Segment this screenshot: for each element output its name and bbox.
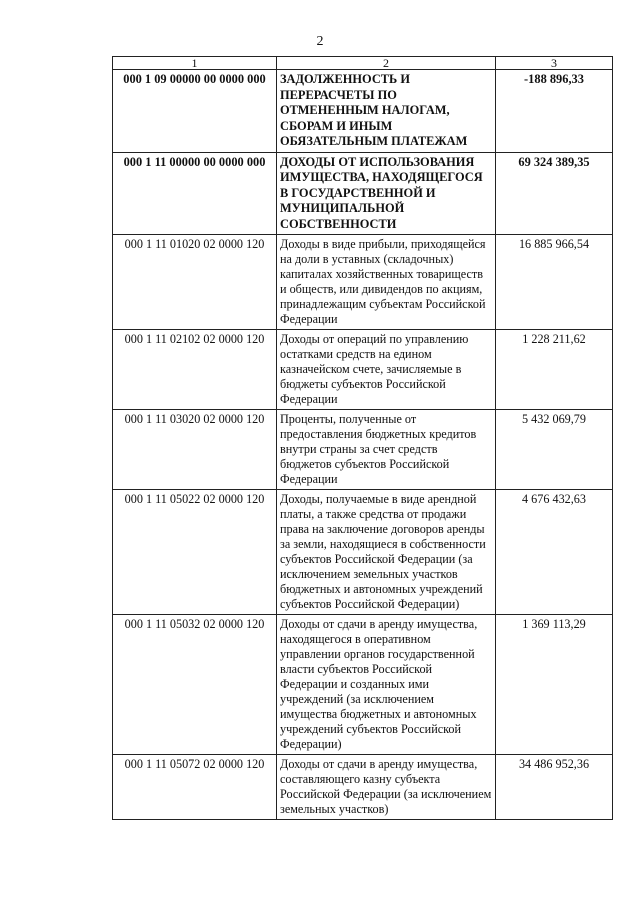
table-row xyxy=(113,235,613,330)
table-body xyxy=(113,70,613,820)
column-header-code: 1 xyxy=(113,57,277,70)
budget-code-cell: 000 1 11 05022 02 0000 120 xyxy=(113,490,277,615)
amount-cell: 5 432 069,79 xyxy=(496,410,613,490)
revenue-name-cell: Доходы от сдачи в аренду имущества, составляющего казну субъекта Российской Федерации (за исключением земельных участков) xyxy=(277,755,496,820)
revenue-name-cell: ДОХОДЫ ОТ ИСПОЛЬЗОВАНИЯ ИМУЩЕСТВА, НАХОДЯЩЕГОСЯ В ГОСУДАРСТВЕННОЙ И МУНИЦИПАЛЬНОЙ СОБСТВЕННОСТИ xyxy=(277,152,496,235)
table-row xyxy=(113,615,613,755)
table-row xyxy=(113,70,613,153)
table-row xyxy=(113,410,613,490)
budget-code-cell: 000 1 11 05032 02 0000 120 xyxy=(113,615,277,755)
budget-code-cell: 000 1 11 01020 02 0000 120 xyxy=(113,235,277,330)
table-row xyxy=(113,755,613,820)
column-header-amount: 3 xyxy=(496,57,613,70)
table-row xyxy=(113,490,613,615)
budget-revenue-table xyxy=(112,56,613,820)
page-number: 2 xyxy=(316,34,324,49)
revenue-name-cell: Доходы от операций по управлению остатками средств на едином казначейском счете, зачисляемые в бюджеты субъектов Российской Федерации xyxy=(277,330,496,410)
budget-code-cell: 000 1 11 00000 00 0000 000 xyxy=(113,152,277,235)
amount-cell: 69 324 389,35 xyxy=(496,152,613,235)
table-row xyxy=(113,330,613,410)
amount-cell: 1 369 113,29 xyxy=(496,615,613,755)
revenue-name-cell: Доходы от сдачи в аренду имущества, находящегося в оперативном управлении органов государственной власти субъектов Российской Федерации и созданных ими учреждений (за исключением имущества бюджетных и автономных учреждений субъектов Российской Федерации) xyxy=(277,615,496,755)
table-header-row xyxy=(113,57,613,70)
revenue-name-cell: Проценты, полученные от предоставления бюджетных кредитов внутри страны за счет средств бюджетов субъектов Российской Федерации xyxy=(277,410,496,490)
amount-cell: -188 896,33 xyxy=(496,70,613,153)
budget-code-cell: 000 1 11 03020 02 0000 120 xyxy=(113,410,277,490)
amount-cell: 1 228 211,62 xyxy=(496,330,613,410)
table-row xyxy=(113,152,613,235)
amount-cell: 4 676 432,63 xyxy=(496,490,613,615)
budget-code-cell: 000 1 11 05072 02 0000 120 xyxy=(113,755,277,820)
column-header-name: 2 xyxy=(277,57,496,70)
budget-code-cell: 000 1 09 00000 00 0000 000 xyxy=(113,70,277,153)
amount-cell: 34 486 952,36 xyxy=(496,755,613,820)
budget-code-cell: 000 1 11 02102 02 0000 120 xyxy=(113,330,277,410)
revenue-name-cell: Доходы в виде прибыли, приходящейся на доли в уставных (складочных) капиталах хозяйственных товариществ и обществ, или дивидендов по акциям, принадлежащим субъектам Российской Федерации xyxy=(277,235,496,330)
revenue-name-cell: ЗАДОЛЖЕННОСТЬ И ПЕРЕРАСЧЕТЫ ПО ОТМЕНЕННЫМ НАЛОГАМ, СБОРАМ И ИНЫМ ОБЯЗАТЕЛЬНЫМ ПЛАТЕЖАМ xyxy=(277,70,496,153)
revenue-name-cell: Доходы, получаемые в виде арендной платы, а также средства от продажи права на заключение договоров аренды за земли, находящиеся в собственности субъектов Российской Федерации (за исключением земельных участков бюджетных и автономных учреждений субъектов Российской Федерации) xyxy=(277,490,496,615)
amount-cell: 16 885 966,54 xyxy=(496,235,613,330)
